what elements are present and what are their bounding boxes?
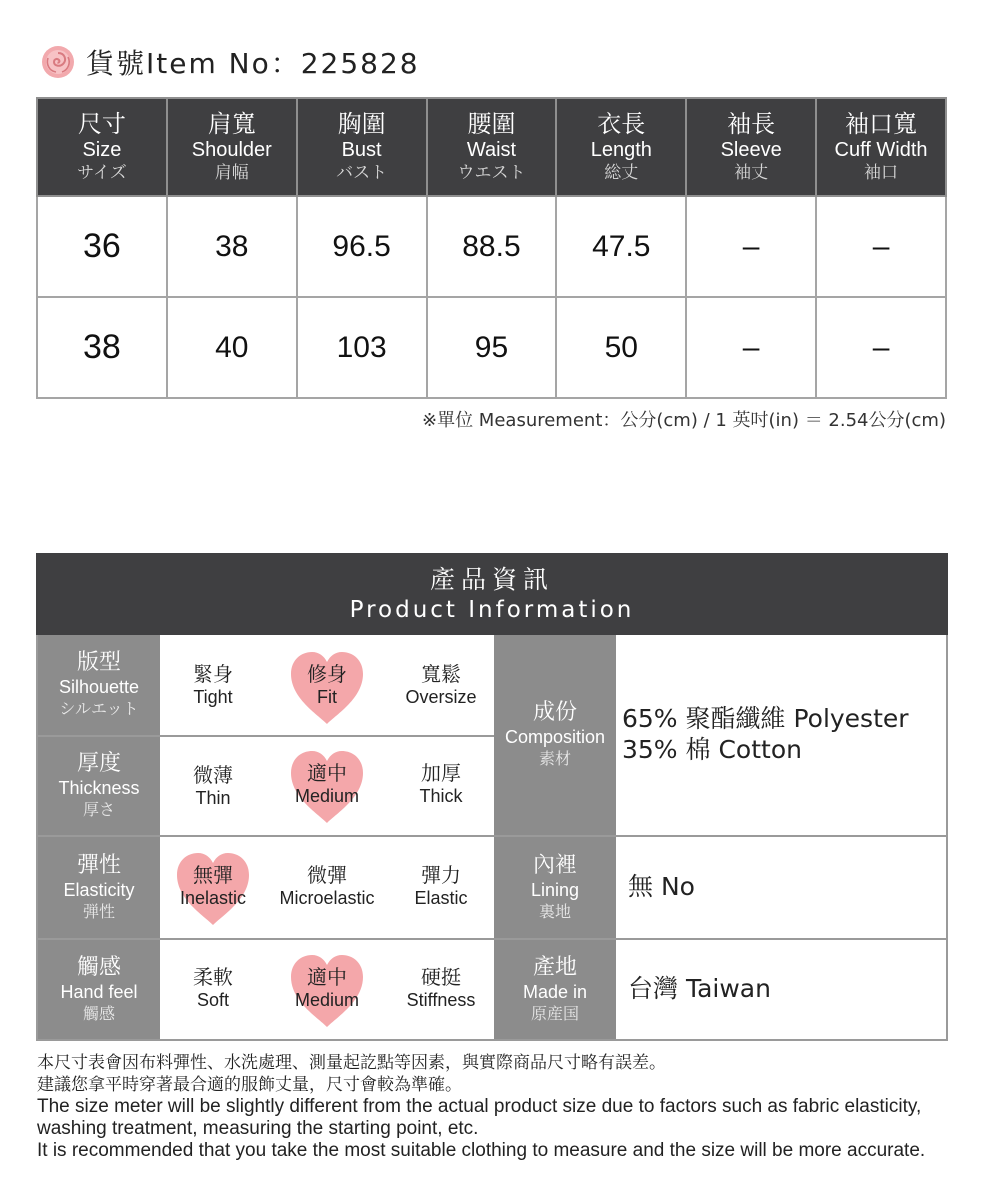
sleeve-value: – [686, 297, 816, 398]
header-shoulder: 肩寬 Shoulder 肩幅 [167, 98, 297, 196]
divider [38, 735, 494, 737]
item-header [40, 40, 420, 84]
lining-label: 內裡 Lining 裏地 [494, 837, 616, 938]
header-cuff-width: 袖口寬 Cuff Width 袖口 [816, 98, 946, 196]
product-info-grid [36, 635, 948, 1041]
option-thin: 微薄 Thin [193, 763, 233, 808]
composition-value: 65% 聚酯纖維 Polyester 35% 棉 Cotton [622, 704, 909, 764]
disclaimer-en-line: washing treatment, measuring the starting point, etc. [37, 1118, 479, 1139]
header-bust: 胸圍 Bust バスト [297, 98, 427, 196]
disclaimer-en-line: The size meter will be slightly different from the actual product size due to factors such as fabric elasticity, [37, 1096, 922, 1117]
option-tight: 緊身 Tight [193, 662, 233, 707]
option-fit-selected: 修身 Fit [272, 662, 382, 708]
size-table-header-row [37, 98, 946, 196]
product-info-title-en: Product Information [349, 597, 635, 623]
disclaimer-zh-line: 建議您拿平時穿著最合適的服飾丈量，尺寸會較為準確。 [37, 1075, 462, 1095]
lining-value: 無 No [628, 872, 695, 901]
option-oversize: 寬鬆 Oversize [405, 662, 477, 707]
disclaimer [37, 1052, 957, 1162]
cuff-width-value: – [816, 297, 946, 398]
option-medium-selected: 適中 Medium [272, 761, 382, 807]
divider [38, 938, 946, 940]
table-row [37, 196, 946, 297]
size-table [36, 97, 947, 399]
item-number: 貨號Item No：225828 [86, 47, 420, 80]
cuff-width-value: – [816, 196, 946, 297]
bust-value: 103 [297, 297, 427, 398]
option-medium-selected: 適中 Medium [272, 965, 382, 1011]
measurement-note: ※單位 Measurement：公分(cm) / 1 英吋(in) ＝ 2.54公分(cm) [422, 410, 946, 431]
made-in-label: 產地 Made in 原産国 [494, 940, 616, 1039]
disclaimer-en-line: It is recommended that you take the most suitable clothing to measure and the size will be more accurate. [37, 1140, 926, 1161]
rose-icon [40, 44, 76, 80]
length-value: 47.5 [556, 196, 686, 297]
option-microelastic: 微彈 Microelastic [279, 863, 375, 908]
made-in-value: 台灣 Taiwan [628, 974, 771, 1003]
shoulder-value: 38 [167, 196, 297, 297]
product-info-header [36, 553, 948, 635]
shoulder-value: 40 [167, 297, 297, 398]
header-length: 衣長 Length 総丈 [556, 98, 686, 196]
divider [38, 835, 946, 837]
length-value: 50 [556, 297, 686, 398]
header-waist: 腰圍 Waist ウエスト [427, 98, 557, 196]
size-value: 38 [37, 297, 167, 398]
product-info-title-zh: 產品資訊 [429, 565, 554, 594]
option-inelastic-selected: 無彈 Inelastic [158, 863, 268, 909]
thickness-label: 厚度 Thickness 厚さ [38, 737, 160, 835]
waist-value: 95 [427, 297, 557, 398]
bust-value: 96.5 [297, 196, 427, 297]
option-thick: 加厚 Thick [419, 761, 463, 806]
header-sleeve: 袖長 Sleeve 袖丈 [686, 98, 816, 196]
size-value: 36 [37, 196, 167, 297]
elasticity-label: 彈性 Elasticity 弾性 [38, 837, 160, 938]
composition-label: 成份 Composition 素材 [494, 635, 616, 835]
disclaimer-zh-line: 本尺寸表會因布料彈性、水洗處理、測量起訖點等因素，與實際商品尺寸略有誤差。 [37, 1053, 666, 1073]
option-elastic: 彈力 Elastic [414, 863, 468, 908]
waist-value: 88.5 [427, 196, 557, 297]
header-size: 尺寸 Size サイズ [37, 98, 167, 196]
hand-feel-label: 觸感 Hand feel 觸感 [38, 940, 160, 1039]
option-soft: 柔軟 Soft [193, 965, 233, 1010]
option-stiffness: 硬挺 Stiffness [406, 965, 476, 1010]
silhouette-label: 版型 Silhouette シルエット [38, 635, 160, 735]
table-row [37, 297, 946, 398]
sleeve-value: – [686, 196, 816, 297]
